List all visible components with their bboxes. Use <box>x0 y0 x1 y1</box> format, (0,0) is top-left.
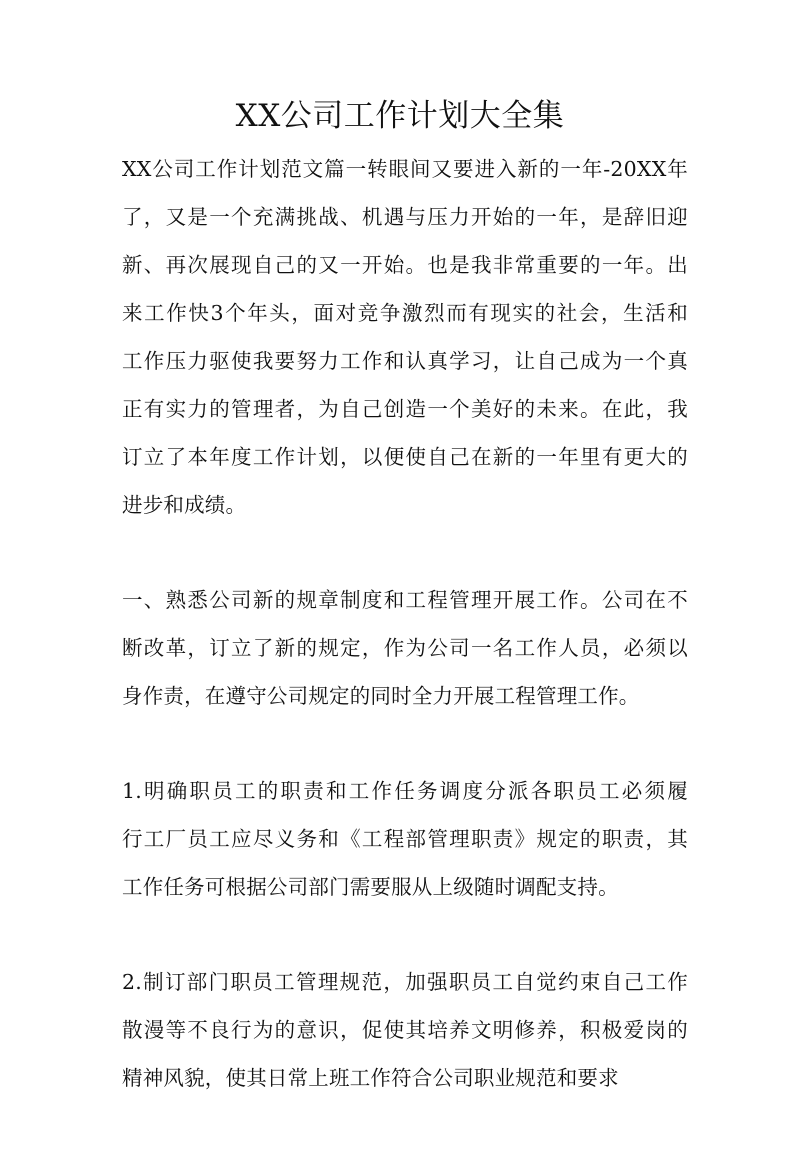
paragraph-item-one <box>122 767 688 911</box>
text-line: 精神风貌，使其日常上班工作符合公司职业规范和要求 <box>122 1066 619 1090</box>
paragraph-section-one <box>122 576 688 720</box>
text-line: 订立了本年度工作计划，以便使自己在新的一年里有更大的 <box>122 445 688 469</box>
text-line: 工作压力驱使我要努力工作和认真学习，让自己成为一个真 <box>122 349 688 373</box>
document-title: XX公司工作计划大全集 <box>235 98 565 134</box>
text-line: 1.明确职员工的职责和工作任务调度分派各职员工必须履 <box>122 779 688 803</box>
text-line: 行工厂员工应尽义务和《工程部管理职责》规定的职责，其 <box>122 827 688 851</box>
text-line: 正有实力的管理者，为自己创造一个美好的未来。在此，我 <box>122 397 688 421</box>
text-line: 身作责，在遵守公司规定的同时全力开展工程管理工作。 <box>122 684 640 708</box>
text-line: 工作任务可根据公司部门需要服从上级随时调配支持。 <box>122 875 619 899</box>
paragraph-intro <box>122 145 688 529</box>
text-line: XX公司工作计划范文篇一转眼间又要进入新的一年-20XX年 <box>122 157 688 181</box>
document-body <box>122 145 688 1149</box>
text-line: 新、再次展现自己的又一开始。也是我非常重要的一年。出 <box>122 253 688 277</box>
text-line: 散漫等不良行为的意识，促使其培养文明修养，积极爱岗的 <box>122 1018 688 1042</box>
text-line: 来工作快3个年头，面对竞争激烈而有现实的社会，生活和 <box>122 301 688 325</box>
text-line: 进步和成绩。 <box>122 493 247 517</box>
text-line: 2.制订部门职员工管理规范，加强职员工自觉约束自己工作 <box>122 970 688 994</box>
paragraph-item-two <box>122 958 688 1102</box>
text-line: 一、熟悉公司新的规章制度和工程管理开展工作。公司在不 <box>122 588 688 612</box>
text-line: 断改革，订立了新的规定，作为公司一名工作人员，必须以 <box>122 636 688 660</box>
text-line: 了，又是一个充满挑战、机遇与压力开始的一年，是辞旧迎 <box>122 205 688 229</box>
